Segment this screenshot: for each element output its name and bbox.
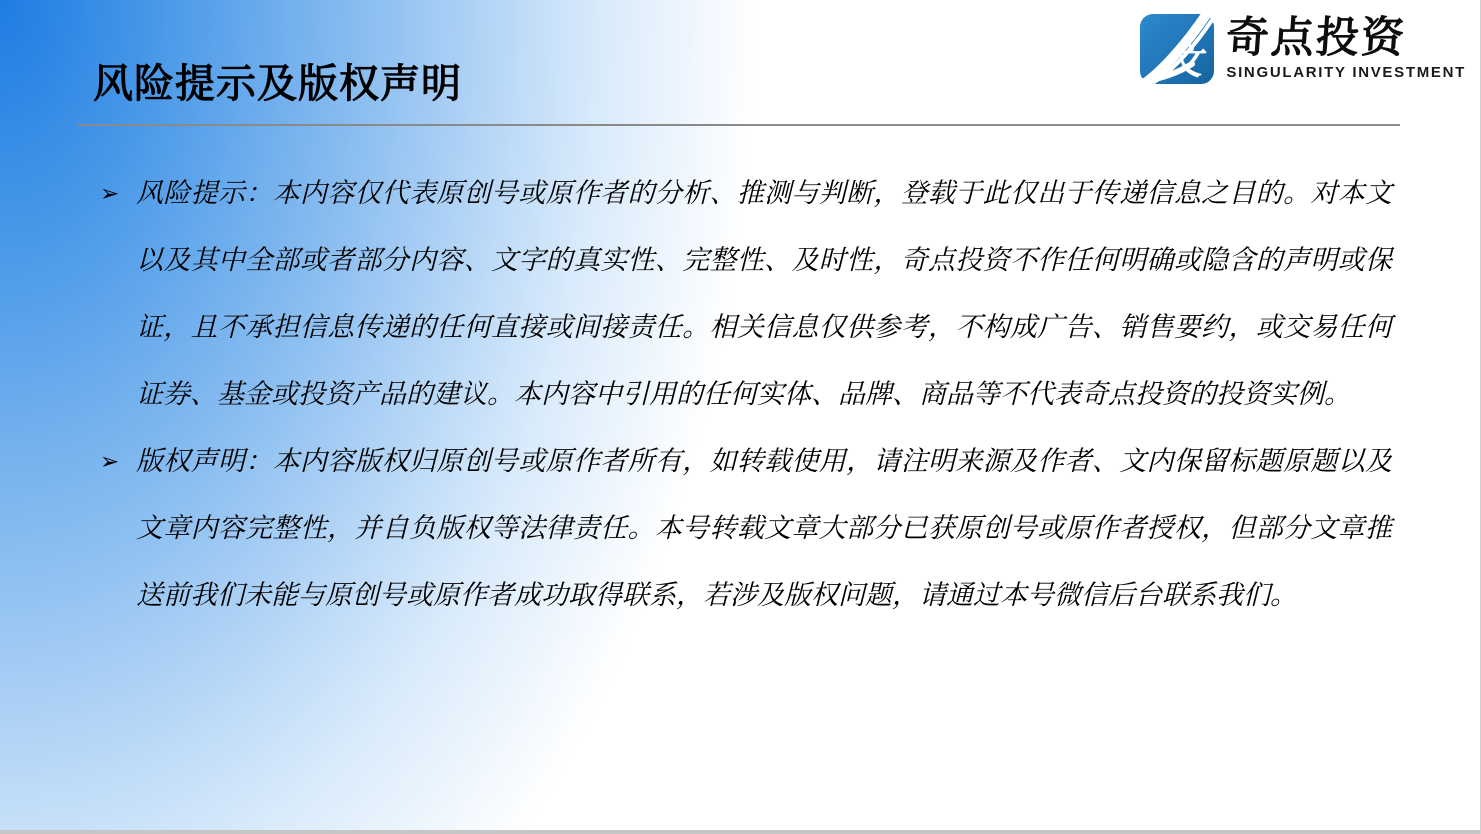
copyright-paragraph — [136, 428, 1392, 629]
page-title: 风险提示及版权声明 — [93, 62, 462, 106]
bullet-arrow-icon: ➢ — [100, 448, 120, 474]
logo-glyph: 文 — [1166, 41, 1203, 82]
title-underline — [78, 124, 1400, 126]
risk-text: 本内容仅代表原创号或原作者的分析、推测与判断，登载于此仅出于传递信息之目的。对本文以及其中全部或者部分内容、文字的真实性、完整性、及时性，奇点投资不作任何明确或隐含的声明或保证，且不承担信息传递的任何直接或间接责任。相关信息仅供参考，不构成广告、销售要约，或交易任何证券、基金或投资产品的建议。本内容中引用的任何实体、品牌、商品等不代表奇点投资的投资实例。 — [136, 178, 1393, 409]
list-item-copyright — [100, 428, 1392, 629]
list-item-risk — [100, 160, 1392, 428]
logo-name-en: SINGULARITY INVESTMENT — [1226, 64, 1466, 82]
disclaimer-list — [100, 160, 1392, 629]
logo-name-cn: 奇点投资 — [1224, 14, 1409, 62]
slide-bottom-edge — [0, 830, 1480, 834]
logo-mark-icon — [1132, 10, 1220, 92]
bullet-arrow-icon: ➢ — [100, 180, 120, 206]
logo-text — [1226, 10, 1466, 81]
copyright-label: 版权声明： — [136, 446, 273, 476]
risk-paragraph — [136, 160, 1392, 428]
company-logo — [1132, 10, 1466, 92]
copyright-text: 本内容版权归原创号或原作者所有，如转载使用，请注明来源及作者、文内保留标题原题以及文章内容完整性，并自负版权等法律责任。本号转载文章大部分已获原创号或原作者授权，但部分文章推送前我们未能与原创号或原作者成功取得联系，若涉及版权问题，请通过本号微信后台联系我们。 — [136, 446, 1393, 610]
risk-label: 风险提示： — [136, 178, 273, 208]
